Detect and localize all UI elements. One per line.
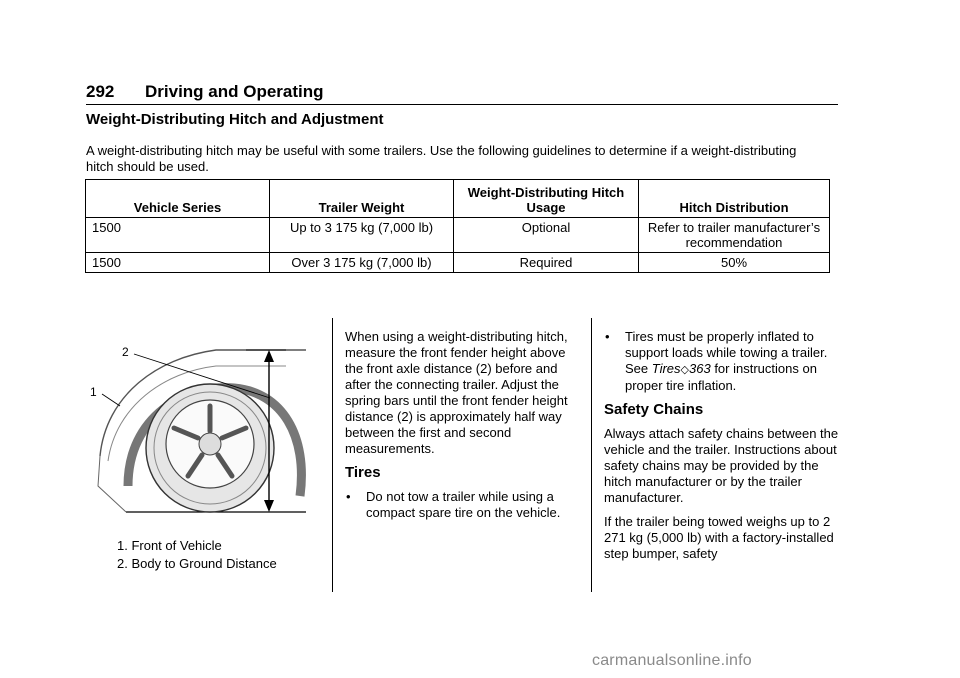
bumper-outline <box>98 456 126 512</box>
table-row <box>86 253 830 273</box>
legend-item: 2. Body to Ground Distance <box>117 556 277 571</box>
safety-chains-paragraph-2: If the trailer being towed weighs up to 2 271 kg (5,000 lb) with a factory-installed step bumper, safety <box>604 514 834 561</box>
fender-height-illustration <box>86 336 318 526</box>
list-item <box>604 329 844 394</box>
table-cell: Over 3 175 kg (7,000 lb) <box>270 253 454 273</box>
table-cell: Required <box>454 253 639 273</box>
measure-arrow-down <box>264 500 274 512</box>
table-cell: 1500 <box>86 253 270 273</box>
tires-heading: Tires <box>345 464 381 481</box>
list-item <box>345 489 581 521</box>
table-header: Trailer Weight <box>270 180 454 218</box>
callout-1-label: 1 <box>90 385 97 399</box>
chapter-title: Driving and Operating <box>145 82 324 101</box>
xref-arrow-icon: ◇ <box>680 364 689 376</box>
safety-chains-paragraph: Always attach safety chains between the vehicle and the trailer. Instructions about safety chains may be provided by the hitch manufacturer or by the trailer manufacturer. <box>604 426 839 505</box>
hitch-table <box>85 179 830 273</box>
bullet-icon: • <box>346 489 351 504</box>
table-cell: 50% <box>639 253 830 273</box>
callout-1-leader <box>102 394 120 406</box>
table-cell: Refer to trailer manufacturer’s recommendation <box>639 218 830 253</box>
bullet-text-start: Tires must be properly inflated to support loads while towing a trailer. See <box>625 329 828 376</box>
table-header: Vehicle Series <box>86 180 270 218</box>
table-header: Hitch Distribution <box>639 180 830 218</box>
table-header: Weight-Distributing Hitch Usage <box>454 180 639 218</box>
measure-arrow-up <box>264 350 274 362</box>
bullet-text-end: for instructions on proper tire inflation. <box>625 361 817 393</box>
table-row <box>86 218 830 253</box>
safety-chains-heading: Safety Chains <box>604 401 704 418</box>
table-cell: 1500 <box>86 218 270 253</box>
tires-xref-link[interactable]: Tires <box>651 361 681 376</box>
column-middle <box>345 329 581 529</box>
table-header-row <box>86 180 830 218</box>
table-cell: Up to 3 175 kg (7,000 lb) <box>270 218 454 253</box>
figure-legend <box>117 537 277 573</box>
tires-xref-page[interactable]: 363 <box>689 361 711 376</box>
hitch-measure-paragraph: When using a weight-distributing hitch, measure the front fender height above the front axle distance (2) before and after the connecting trailer. Adjust the spring bars until the front fender height distance (2) is approximately half way between the first and second measurements. <box>345 329 568 456</box>
page-number: 292 <box>86 82 115 101</box>
bullet-text: Do not tow a trailer while using a compact spare tire on the vehicle. <box>366 489 561 520</box>
section-title: Weight-Distributing Hitch and Adjustment <box>86 111 384 128</box>
hub <box>199 433 221 455</box>
callout-2-label: 2 <box>122 345 129 359</box>
column-divider <box>332 318 333 592</box>
legend-item: 1. Front of Vehicle <box>117 538 222 553</box>
table-cell: Optional <box>454 218 639 253</box>
column-right <box>604 329 844 570</box>
column-divider <box>591 318 592 592</box>
watermark: carmanualsonline.info <box>592 652 752 669</box>
intro-paragraph: A weight-distributing hitch may be useful with some trailers. Use the following guidelines to determine if a weight-distributing hitch should be used. <box>86 143 797 174</box>
bullet-icon: • <box>605 329 610 344</box>
page-header <box>86 82 838 105</box>
